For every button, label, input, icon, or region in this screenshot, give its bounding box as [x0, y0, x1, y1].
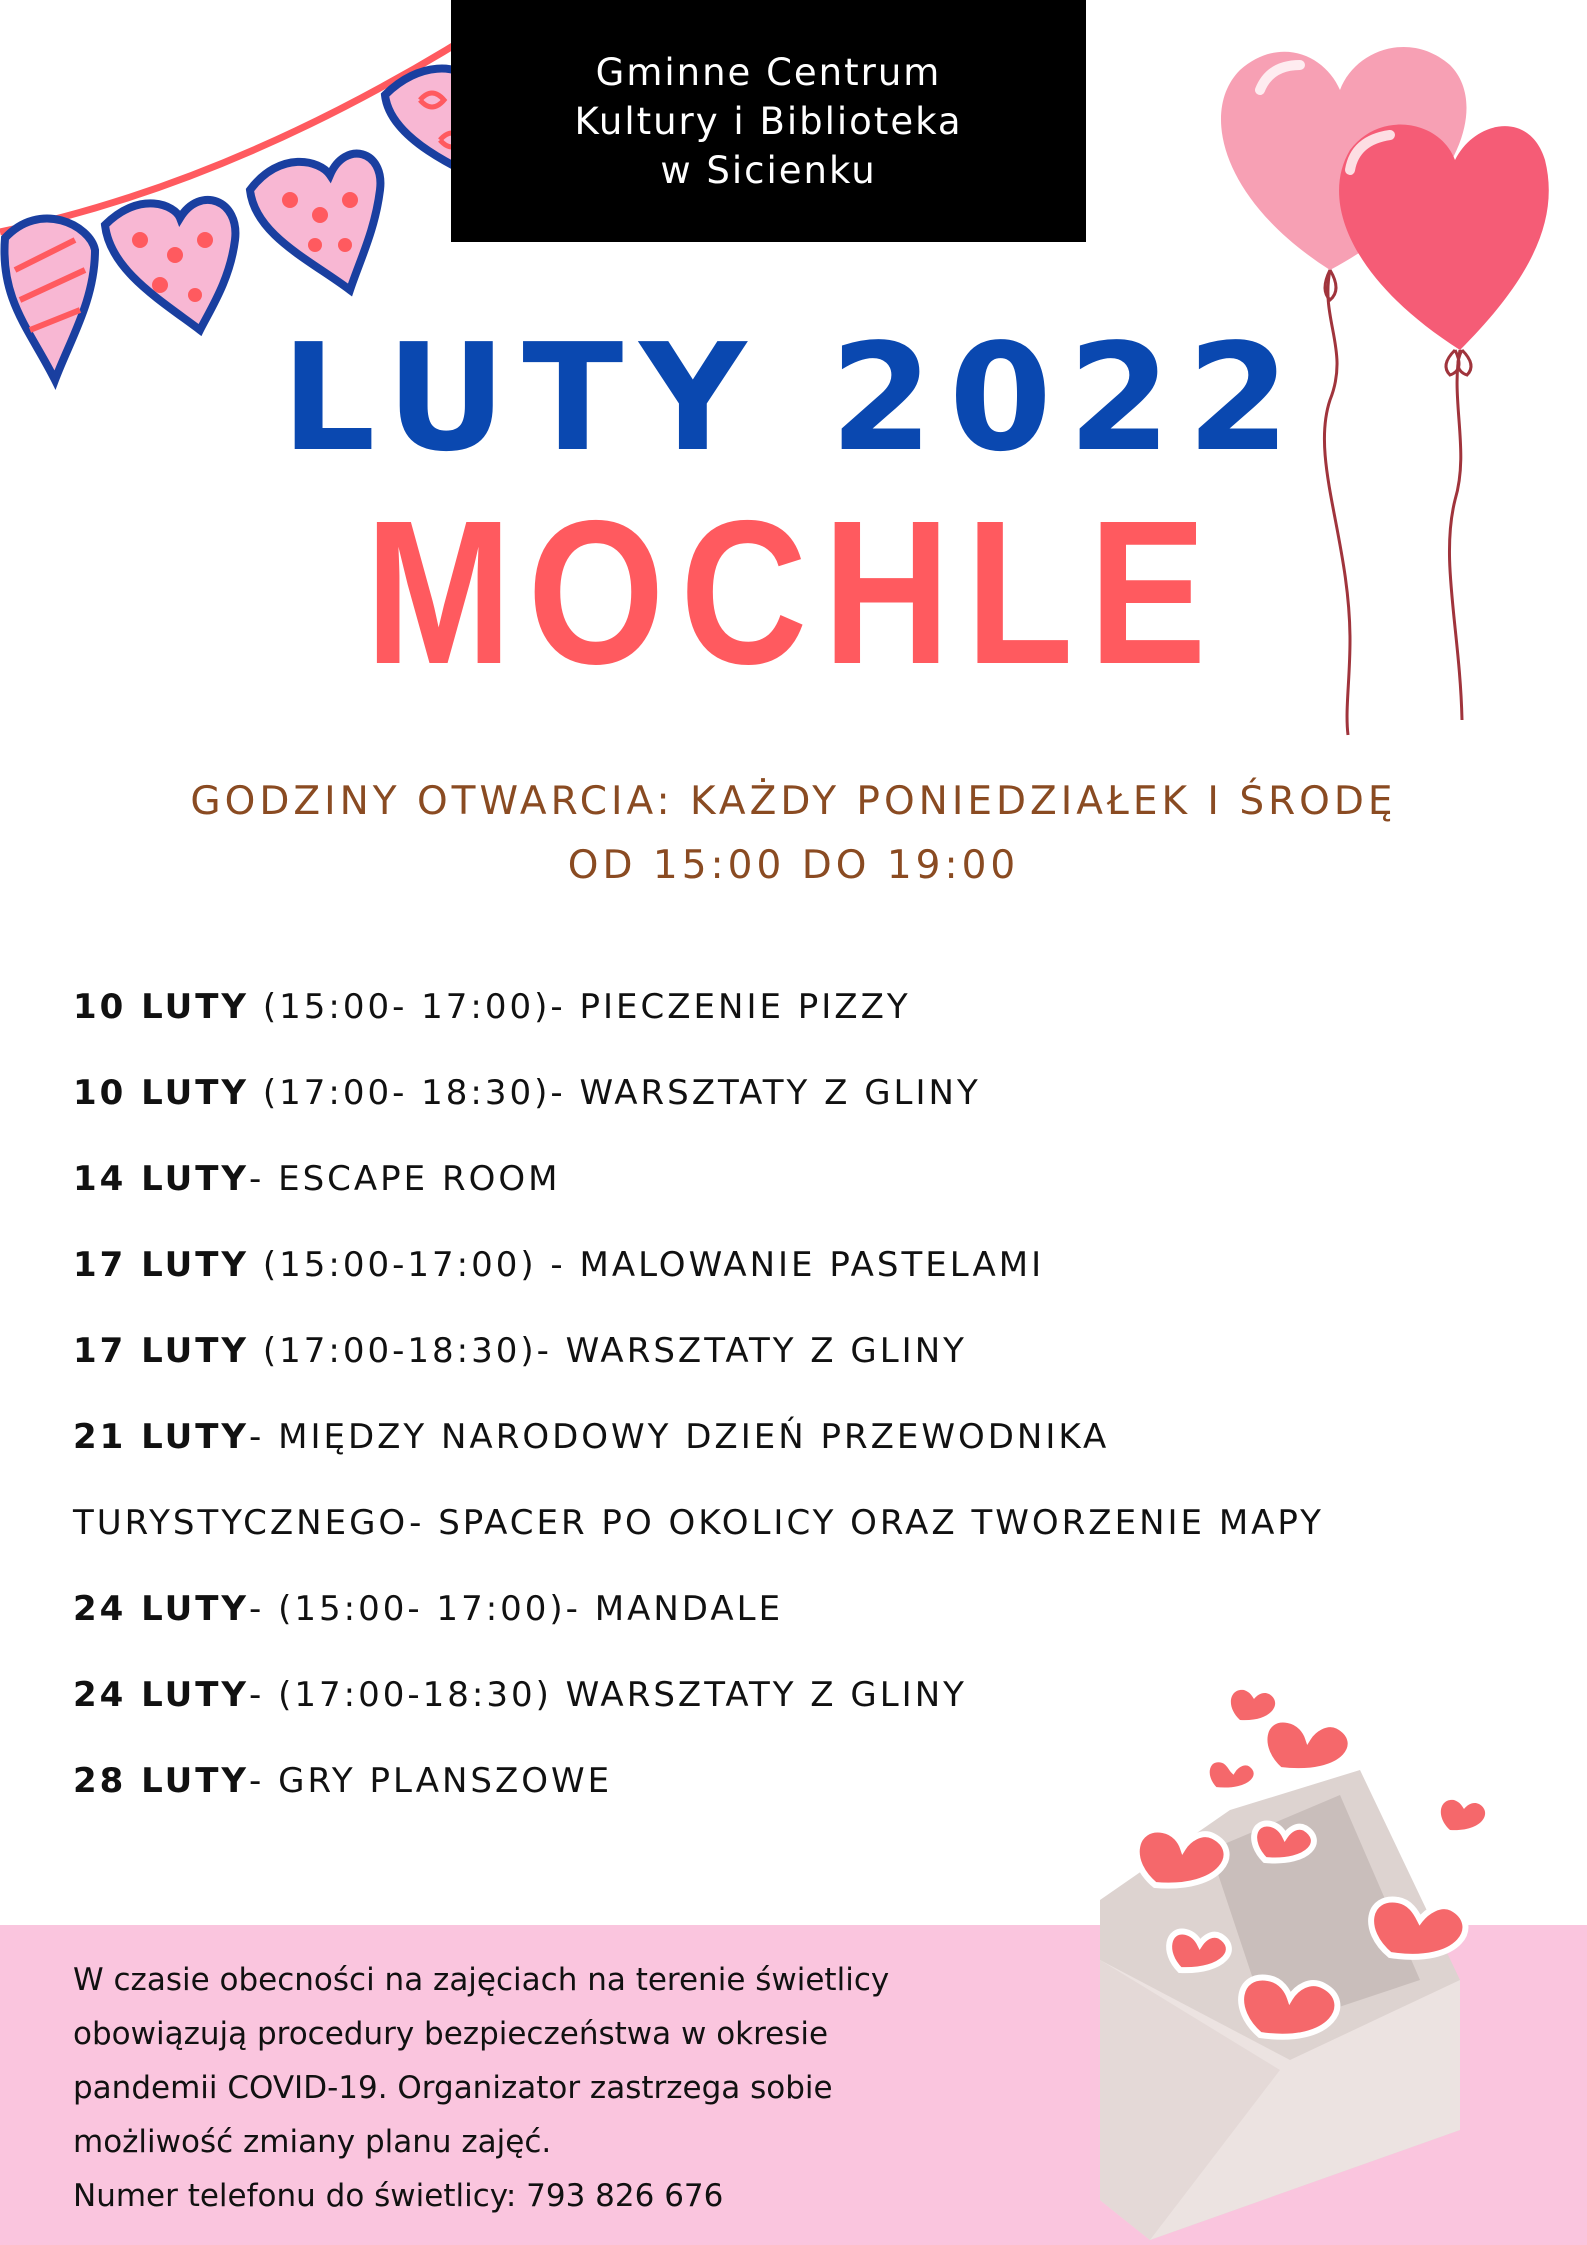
- schedule-detail: - ESCAPE ROOM: [249, 1159, 561, 1199]
- footer-line: obowiązują procedury bezpieczeństwa w okresie: [73, 2016, 829, 2052]
- schedule-detail: (17:00-18:30)- WARSZTATY Z GLINY: [249, 1331, 967, 1371]
- footer-phone: Numer telefonu do świetlicy: 793 826 676: [73, 2178, 724, 2214]
- footer-line: W czasie obecności na zajęciach na terenie świetlicy: [73, 1962, 890, 1998]
- schedule-detail: TURYSTYCZNEGO- SPACER PO OKOLICY ORAZ TWORZENIE MAPY: [73, 1503, 1324, 1543]
- schedule-date: 21 LUTY: [73, 1417, 250, 1457]
- schedule-date: 17 LUTY: [73, 1331, 250, 1371]
- love-letter-envelope-icon: [1090, 1700, 1490, 2240]
- place-title: MOCHLE: [365, 478, 1222, 707]
- schedule-detail: - (15:00- 17:00)- MANDALE: [249, 1589, 784, 1629]
- opening-hours-line: OD 15:00 DO 19:00: [567, 843, 1020, 888]
- schedule-item: [73, 985, 1513, 1071]
- month-year-title: LUTY 2022: [281, 312, 1306, 484]
- footer-line: możliwość zmiany planu zajęć.: [73, 2124, 552, 2160]
- organizer-header: [451, 0, 1086, 242]
- schedule-date: 10 LUTY: [73, 987, 250, 1027]
- schedule-date: 10 LUTY: [73, 1073, 250, 1113]
- opening-hours: [0, 770, 1587, 898]
- header-line: Gminne Centrum: [595, 50, 942, 94]
- schedule-item: [73, 1157, 1513, 1243]
- schedule-item: [73, 1501, 1513, 1587]
- header-line: w Sicienku: [660, 148, 877, 192]
- schedule-detail: (17:00- 18:30)- WARSZTATY Z GLINY: [249, 1073, 981, 1113]
- schedule-item: [73, 1415, 1513, 1501]
- schedule-date: 17 LUTY: [73, 1245, 250, 1285]
- schedule-date: 24 LUTY: [73, 1589, 250, 1629]
- schedule-detail: - MIĘDZY NARODOWY DZIEŃ PRZEWODNIKA: [249, 1417, 1110, 1457]
- schedule-date: 14 LUTY: [73, 1159, 250, 1199]
- schedule-item: [73, 1243, 1513, 1329]
- opening-hours-line: GODZINY OTWARCIA: KAŻDY PONIEDZIAŁEK I ŚRODĘ: [190, 779, 1397, 824]
- header-line: Kultury i Biblioteka: [574, 99, 963, 143]
- schedule-detail: - GRY PLANSZOWE: [249, 1761, 613, 1801]
- footer-notice: [73, 1953, 993, 2223]
- schedule-date: 28 LUTY: [73, 1761, 250, 1801]
- schedule-date: 24 LUTY: [73, 1675, 250, 1715]
- schedule-item: [73, 1071, 1513, 1157]
- schedule-detail: - (17:00-18:30) WARSZTATY Z GLINY: [249, 1675, 967, 1715]
- footer-line: pandemii COVID-19. Organizator zastrzega sobie: [73, 2070, 833, 2106]
- schedule-item: [73, 1587, 1513, 1673]
- schedule-detail: (15:00-17:00) - MALOWANIE PASTELAMI: [249, 1245, 1045, 1285]
- schedule-detail: (15:00- 17:00)- PIECZENIE PIZZY: [249, 987, 911, 1027]
- schedule-item: [73, 1329, 1513, 1415]
